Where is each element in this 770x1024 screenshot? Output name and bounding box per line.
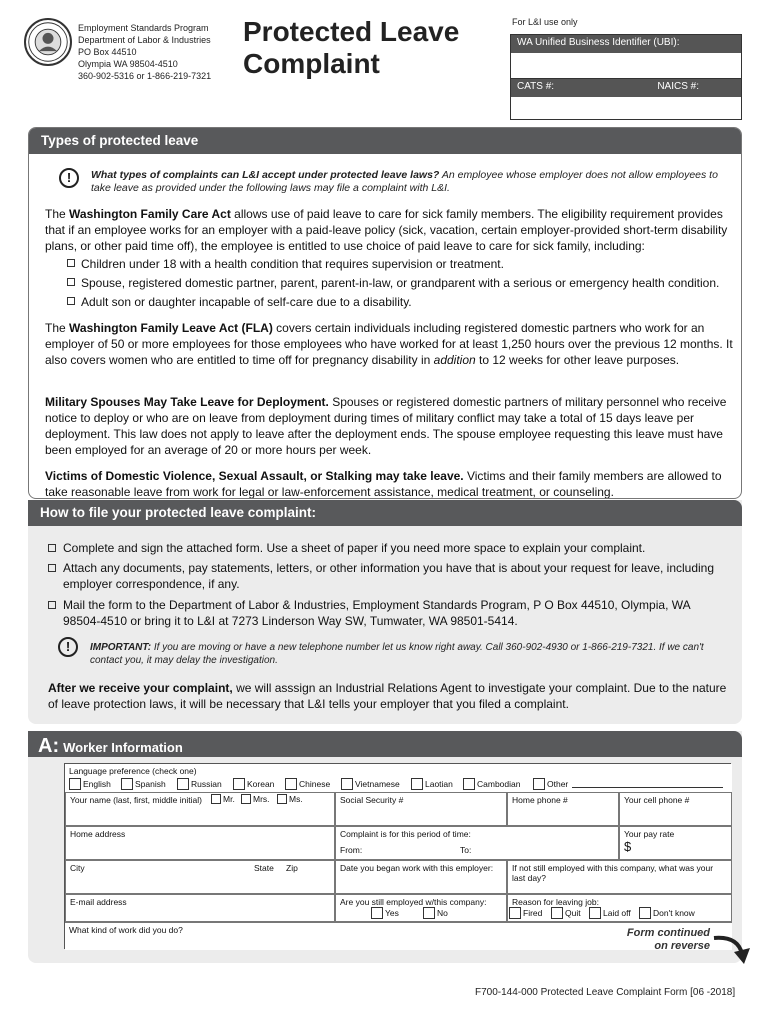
ssn-field[interactable]: Social Security # xyxy=(335,792,507,826)
employed-yes[interactable]: Yes xyxy=(371,907,399,919)
continued-note: Form continued on reverse xyxy=(626,927,710,952)
list-item: Spouse, registered domestic partner, parent, parent-in-law, or grandparent with a serious or emergency health condition. xyxy=(67,275,719,291)
worker-form xyxy=(64,763,731,949)
name-field[interactable]: Your name (last, first, middle initial) xyxy=(65,792,335,826)
language-row: Language preference (check one) xyxy=(65,764,732,800)
list-item: Adult son or daughter incapable of self-care due to a disability. xyxy=(67,294,412,310)
reason-field: Reason for leaving job: xyxy=(507,894,732,922)
lang-chinese[interactable]: Chinese xyxy=(285,778,330,790)
office-use-box xyxy=(510,34,742,120)
reason-fired[interactable]: Fired xyxy=(509,907,542,919)
title-mrs[interactable]: Mrs. xyxy=(241,794,270,804)
title-ms[interactable]: Ms. xyxy=(277,794,303,804)
howto-section xyxy=(28,500,742,724)
lang-spanish[interactable]: Spanish xyxy=(121,778,166,790)
after-receive: After we receive your complaint, we will asssign an Industrial Relations Agent to investigate your complaint. Due to the nature of leave protection laws, it will be necessary that L&I tells your employer that you filed a complaint. xyxy=(48,681,727,711)
agency-address: Employment Standards Program Department of Labor & Industries PO Box 44510 Olympia WA 98504-4510 360-902-5316 or 1-866-219-7321 xyxy=(78,23,212,81)
cell-phone-field[interactable]: Your cell phone # xyxy=(619,792,732,826)
employed-no[interactable]: No xyxy=(423,907,448,919)
turn-page-arrow-icon xyxy=(712,932,752,966)
family-care-act: The Washington Family Care Act allows use of paid leave to care for sick family members. The eligibility requirement provides that if an employee works for an employer with a paid-leave policy (sick, vacation, certain employer-provided short-term disability plans, or other paid time off), the employee is entitled to use choice of paid leave to care for sick family, including: xyxy=(45,207,728,253)
list-item: Children under 18 with a health condition that requires supervision or treatment. xyxy=(67,256,504,272)
state-seal-logo xyxy=(24,18,72,66)
still-employed-field: Are you still employed w/this company: xyxy=(335,894,507,922)
lang-vietnamese[interactable]: Vietnamese xyxy=(341,778,400,790)
reason-quit[interactable]: Quit xyxy=(551,907,581,919)
lang-russian[interactable]: Russian xyxy=(177,778,222,790)
alert-icon: ! xyxy=(59,168,79,188)
home-phone-field[interactable]: Home phone # xyxy=(507,792,619,826)
important-note: IMPORTANT: If you are moving or have a new telephone number let us know right away. Call 360-902-4930 or 1-866-219-7321. If we can't contact you, it may delay the investigation. xyxy=(90,642,704,666)
reason-laid-off[interactable]: Laid off xyxy=(589,907,631,919)
list-item: Attach any documents, pay statements, letters, or other information you have that is about your request for leave, including employer correspondence, if any. xyxy=(48,560,728,592)
form-number-footer: F700-144-000 Protected Leave Complaint Form [06 -2018] xyxy=(475,987,736,998)
lang-other[interactable]: Other xyxy=(533,778,723,790)
pay-rate-field[interactable]: Your pay rate $ xyxy=(619,826,732,860)
page-title: Protected Leave Complaint xyxy=(243,16,460,79)
lang-laotian[interactable]: Laotian xyxy=(411,778,453,790)
kind-of-work-field[interactable]: What kind of work did you do? xyxy=(65,922,732,950)
ubi-field[interactable] xyxy=(511,53,741,79)
types-section xyxy=(28,127,742,499)
worker-heading: A: Worker Information xyxy=(28,731,742,757)
family-leave-act: The Washington Family Leave Act (FLA) covers certain individuals including registered domestic partners who work for an employer of 50 or more employees for those employees who have worked for at least 1,250 hours over the previous 12 months. It also covers women who are entitled to time off for pregnancy disability in addition to 12 weeks for other leave purposes. xyxy=(45,321,733,367)
alert-icon: ! xyxy=(58,637,78,657)
lang-cambodian[interactable]: Cambodian xyxy=(463,778,520,790)
howto-heading: How to file your protected leave complaint: xyxy=(28,500,742,526)
period-field[interactable]: Complaint is for this period of time: From: To: xyxy=(335,826,619,860)
list-item: Mail the form to the Department of Labor & Industries, Employment Standards Program, P O Box 44510, Olympia, WA 98504-4510 or bring it to L&I at 7273 Linderson Way SW, Tumwater, WA 98501-5414. xyxy=(48,597,728,629)
types-note: What types of complaints can L&I accept under protected leave laws? An employee whose employer does not allow employees to take leave as provided under the following laws may file a complaint with L&I. xyxy=(91,169,718,194)
cats-naics-row[interactable]: CATS #: NAICS #: xyxy=(511,79,741,97)
email-field[interactable]: E-mail address xyxy=(65,894,335,922)
reason-dont-know[interactable]: Don't know xyxy=(639,907,695,919)
ubi-label: WA Unified Business Identifier (UBI): xyxy=(511,35,741,53)
home-address-field[interactable]: Home address xyxy=(65,826,335,860)
title-mr[interactable]: Mr. xyxy=(211,794,235,804)
lang-english[interactable]: English xyxy=(69,778,111,790)
military-spouses: Military Spouses May Take Leave for Deployment. Spouses or registered domestic partners of military personnel who receive notice to deploy or who are on leave from deployment during times of military conflict may take a total of 15 days leave per deployment. This law does not apply to leave after the deployment ends. The spouse employee requesting this leave must have been employed for an average of 20 or more hours per week. xyxy=(45,395,727,457)
types-heading: Types of protected leave xyxy=(29,128,741,154)
start-date-field[interactable]: Date you began work with this employer: xyxy=(335,860,507,894)
last-day-field[interactable]: If not still employed with this company, what was your last day? xyxy=(507,860,732,894)
list-item: Complete and sign the attached form. Use a sheet of paper if you need more space to explain your complaint. xyxy=(48,540,728,556)
lni-use-label: For L&I use only xyxy=(512,17,578,27)
city-state-zip-field[interactable]: City State Zip xyxy=(65,860,335,894)
lang-korean[interactable]: Korean xyxy=(233,778,274,790)
domestic-violence: Victims of Domestic Violence, Sexual Assault, or Stalking may take leave. Victims and their family members are allowed to take reasonable leave from work for legal or law-enforcement assistance, medical treatment, or counseling. xyxy=(45,469,722,499)
